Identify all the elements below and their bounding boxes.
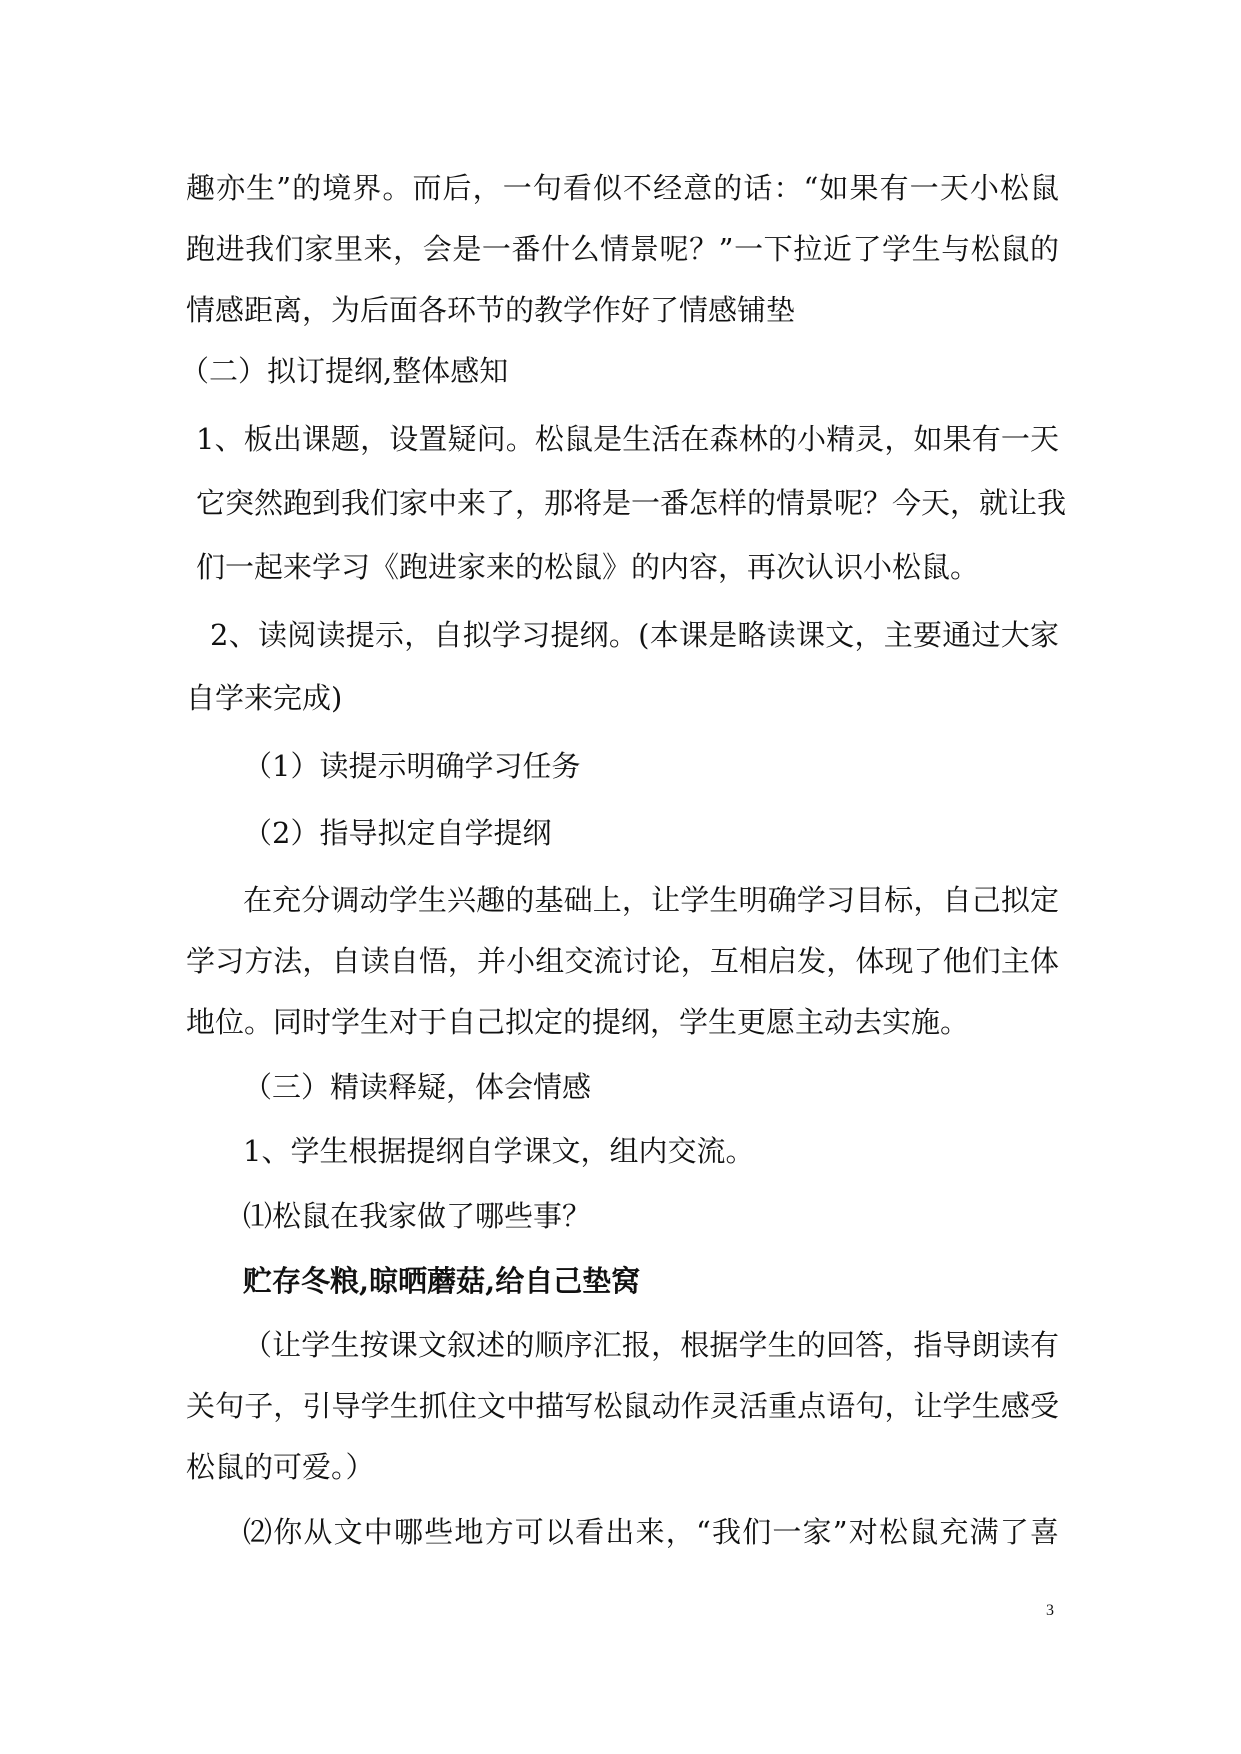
section-heading-3: （三）精读释疑，体会情感 [243,1070,592,1104]
text-line-8: 2、读阅读提示，自拟学习提纲。(本课是略读课文，主要通过大家 [210,618,1059,652]
text-line-2: 跑进我们家里来，会是一番什么情景呢？”一下拉近了学生与松鼠的 [186,232,1059,266]
text-line-1: 趣亦生”的境界。而后，一句看似不经意的话：“如果有一天小松鼠 [186,171,1059,205]
text-line-10: （1）读提示明确学习任务 [243,749,581,783]
text-line-3: 情感距离，为后面各环节的教学作好了情感铺垫 [186,293,796,327]
text-line-14: 地位。同时学生对于自己拟定的提纲，学生更愿主动去实施。 [186,1005,970,1039]
text-line-7: 们一起来学习《跑进家来的松鼠》的内容，再次认识小松鼠。 [196,550,980,584]
section-heading-2: （二）拟订提纲,整体感知 [180,354,509,388]
text-line-6: 它突然跑到我们家中来了，那将是一番怎样的情景呢？今天，就让我 [196,486,1067,520]
text-line-13: 学习方法，自读自悟，并小组交流讨论，互相启发，体现了他们主体 [186,944,1059,978]
text-line-22: ⑵你从文中哪些地方可以看出来，“我们一家”对松鼠充满了喜 [243,1515,1059,1549]
page-number: 3 [1046,1602,1054,1619]
text-line-9: 自学来完成) [186,681,343,715]
text-line-12: 在充分调动学生兴趣的基础上，让学生明确学习目标，自己拟定 [243,883,1059,917]
bold-answer-line: 贮存冬粮,晾晒蘑菇,给自己垫窝 [243,1264,641,1298]
text-line-11: （2）指导拟定自学提纲 [243,816,552,850]
text-line-21: 松鼠的可爱。） [186,1450,375,1484]
text-line-19: （让学生按课文叙述的顺序汇报，根据学生的回答，指导朗读有 [243,1328,1059,1362]
text-line-5: 1、板出课题，设置疑问。松鼠是生活在森林的小精灵，如果有一天 [196,422,1059,456]
text-line-16: 1、学生根据提纲自学课文，组内交流。 [243,1134,755,1168]
text-line-17: ⑴松鼠在我家做了哪些事？ [243,1199,592,1233]
text-line-20: 关句子，引导学生抓住文中描写松鼠动作灵活重点语句，让学生感受 [186,1389,1059,1423]
